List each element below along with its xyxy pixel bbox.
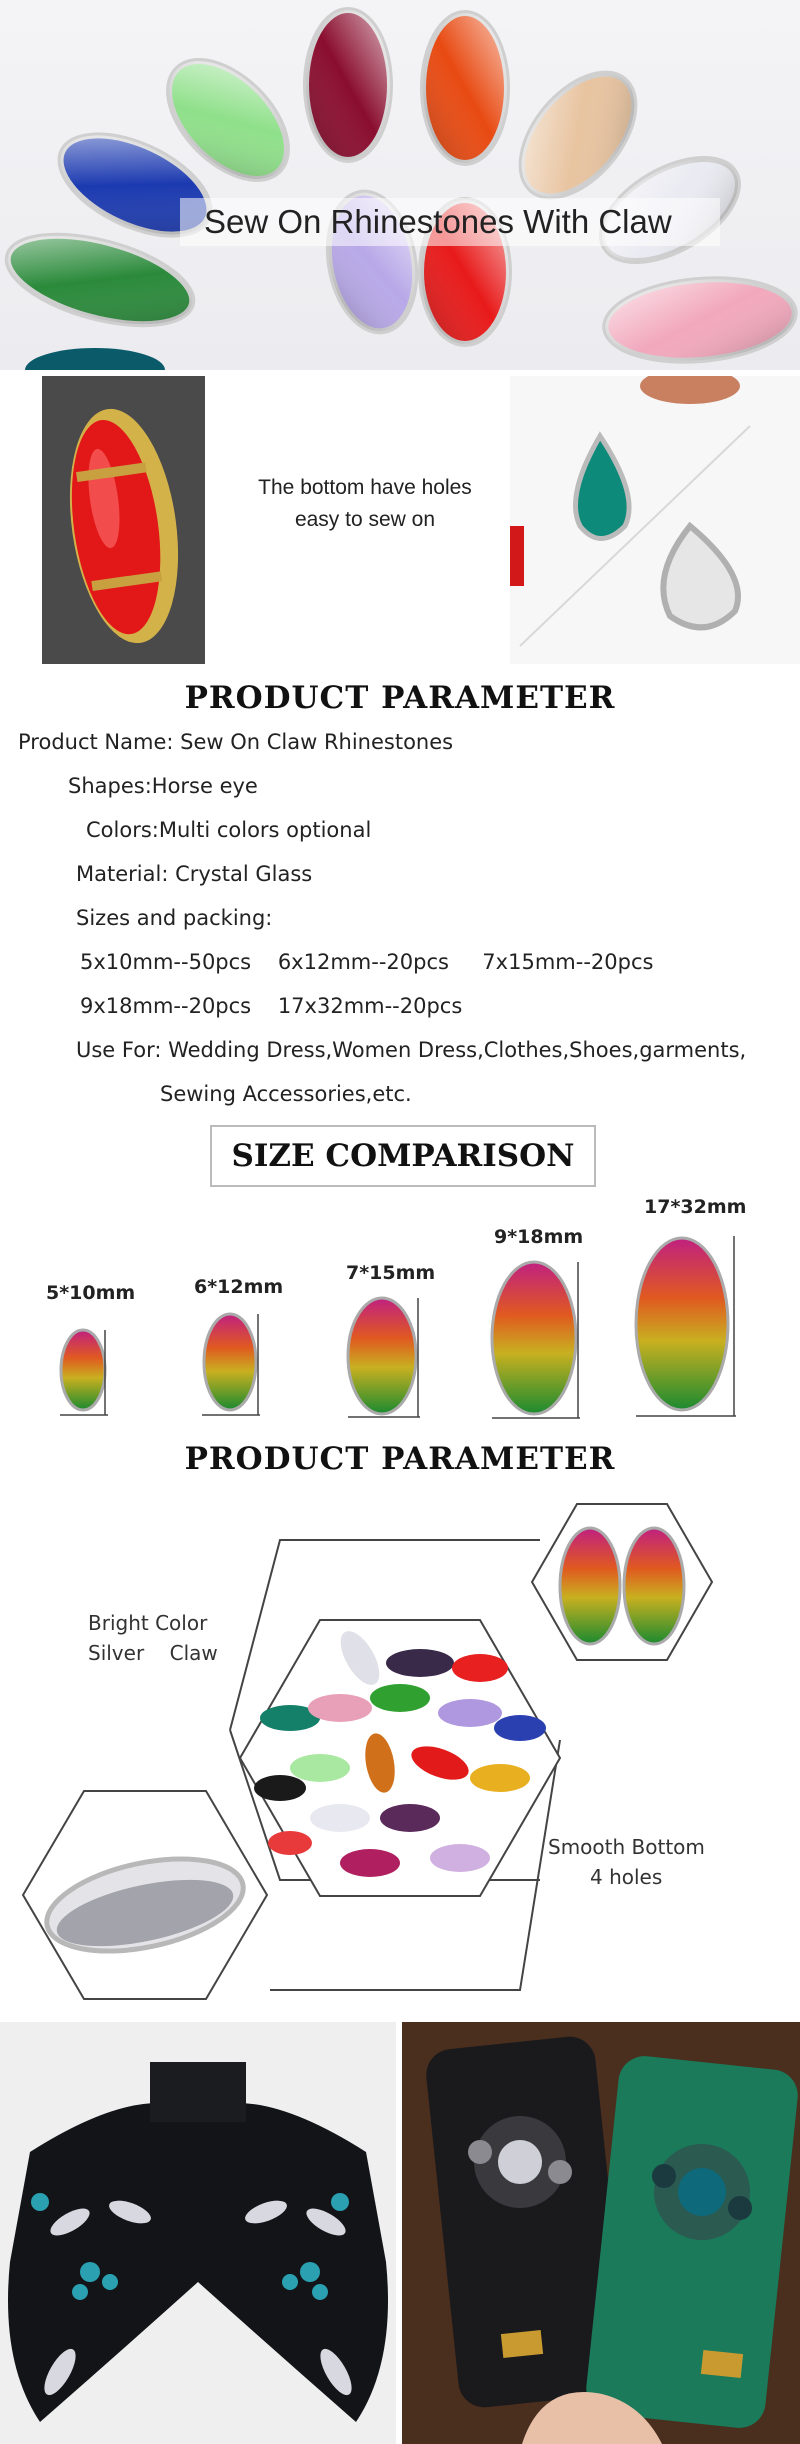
detail-caption-line2: easy to sew on bbox=[294, 508, 436, 531]
size-label-9x18: 9*18mm bbox=[494, 1226, 584, 1248]
hex-smooth-bottom bbox=[23, 1791, 267, 1999]
sizes-row-1: 5x10mm--50pcs 6x12mm--20pcs 7x15mm--20pcs bbox=[80, 950, 654, 974]
gem-teal bbox=[25, 348, 165, 370]
product-parameter-heading-2: PRODUCT PARAMETER bbox=[184, 1441, 616, 1477]
size-comparison-gems bbox=[0, 1230, 800, 1430]
feature-smooth-bottom: Smooth Bottom bbox=[548, 1835, 705, 1859]
size-label-7x15: 7*15mm bbox=[346, 1262, 436, 1284]
feature-bright-color: Bright Color bbox=[88, 1611, 208, 1635]
red-gem-side-photo bbox=[42, 376, 205, 664]
material: Material: Crystal Glass bbox=[76, 862, 313, 886]
feature-silver-claw: Silver Claw bbox=[88, 1641, 218, 1665]
size-label-17x32: 17*32mm bbox=[644, 1196, 747, 1218]
size-comparison-heading: SIZE COMPARISON bbox=[210, 1125, 596, 1187]
gem-7x15 bbox=[348, 1298, 416, 1414]
detail-caption bbox=[220, 472, 510, 536]
gem-5x10 bbox=[61, 1330, 105, 1410]
teardrop-gems-photo bbox=[510, 376, 800, 664]
feature-four-holes: 4 holes bbox=[590, 1865, 663, 1889]
phone-case-application-photo bbox=[402, 2022, 800, 2444]
gem-burgundy bbox=[306, 10, 390, 160]
hex-rainbow-gems bbox=[532, 1504, 712, 1660]
hero-title: Sew On Rhinestones With Claw bbox=[180, 198, 720, 246]
hero-banner bbox=[0, 0, 800, 370]
collar-application-photo bbox=[0, 2022, 396, 2444]
detail-caption-line1: The bottom have holes bbox=[258, 476, 472, 499]
use-for-line2: Sewing Accessories,etc. bbox=[160, 1082, 412, 1106]
use-for-line1: Use For: Wedding Dress,Women Dress,Clothes,Shoes,garments, bbox=[76, 1038, 747, 1062]
gem-orange bbox=[423, 13, 507, 163]
features-diagram bbox=[0, 1490, 800, 2020]
gem-17x32 bbox=[636, 1238, 728, 1410]
detail-row bbox=[0, 376, 800, 666]
hero-gems-illustration bbox=[0, 0, 800, 370]
gem-pink bbox=[602, 272, 798, 368]
sizes-row-2: 9x18mm--20pcs 17x32mm--20pcs bbox=[80, 994, 463, 1018]
product-parameter-heading: PRODUCT PARAMETER bbox=[184, 680, 616, 716]
size-label-5x10: 5*10mm bbox=[46, 1282, 136, 1304]
sizes-heading: Sizes and packing: bbox=[76, 906, 273, 930]
size-label-6x12: 6*12mm bbox=[194, 1276, 284, 1298]
hex-colorful-gems bbox=[240, 1620, 560, 1896]
gem-6x12 bbox=[204, 1314, 256, 1410]
colors: Colors:Multi colors optional bbox=[86, 818, 372, 842]
gem-9x18 bbox=[492, 1262, 576, 1414]
shapes: Shapes:Horse eye bbox=[68, 774, 258, 798]
product-name: Product Name: Sew On Claw Rhinestones bbox=[18, 730, 454, 754]
